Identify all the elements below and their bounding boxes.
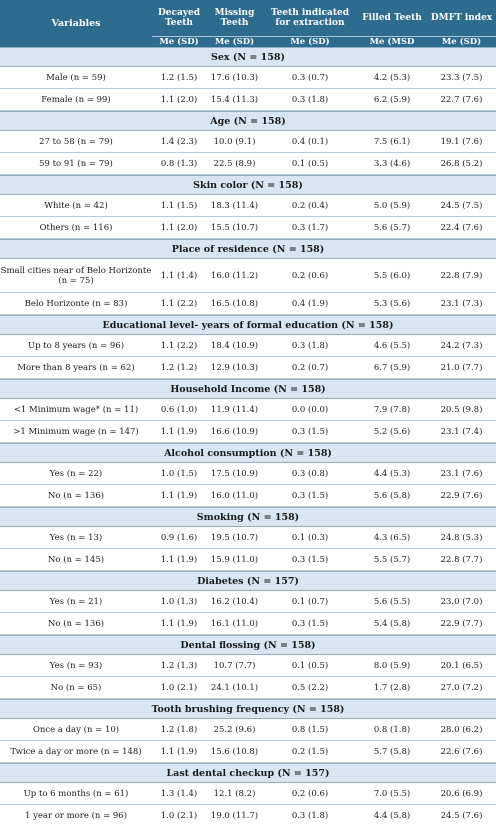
header-col-title: Teeth indicated for extraction <box>263 0 357 37</box>
cell-dmft: 20.1 (6.5) <box>440 660 483 671</box>
table-row <box>0 549 496 571</box>
cell-filled: 5.7 (5.8) <box>373 746 411 757</box>
cell-missing: 12.1 (8.2) <box>213 788 256 799</box>
header-col-title: Decayed Teeth <box>152 0 206 37</box>
cell-variable: Belo Horizonte (n = 83) <box>24 298 128 309</box>
cell-variable: Twice a day or more (n = 148) <box>10 746 142 757</box>
cell-variable: No (n = 136) <box>47 490 105 501</box>
cell-filled: 5.6 (5.7) <box>373 222 411 233</box>
cell-variable: No (n = 65) <box>50 682 102 693</box>
cell-decayed: 1.3 (1.4) <box>160 788 198 799</box>
table-row <box>0 783 496 805</box>
cell-filled: 7.0 (5.5) <box>373 788 411 799</box>
cell-decayed: 1.1 (1.9) <box>160 554 198 565</box>
cell-decayed: 1.0 (1.5) <box>160 468 198 479</box>
cell-dmft: 24.2 (7.3) <box>440 340 483 351</box>
cell-decayed: 1.2 (1.3) <box>160 660 198 671</box>
cell-extraction: 0.3 (1.8) <box>291 94 329 105</box>
cell-variable: Female (n = 99) <box>41 94 111 105</box>
cell-dmft: 24.8 (5.3) <box>440 532 483 543</box>
cell-filled: 4.6 (5.5) <box>373 340 411 351</box>
cell-missing: 16.1 (11.0) <box>210 618 259 629</box>
cell-variable: Male (n = 59) <box>46 72 106 83</box>
cell-missing: 15.4 (11.3) <box>210 94 259 105</box>
cell-missing: 16.6 (10.9) <box>210 426 259 437</box>
cell-dmft: 22.9 (7.6) <box>440 490 483 501</box>
cell-dmft: 22.7 (7.6) <box>440 94 483 105</box>
cell-decayed: 1.1 (2.0) <box>160 222 198 233</box>
cell-missing: 16.2 (10.4) <box>210 596 259 607</box>
cell-decayed: 1.0 (1.3) <box>160 596 198 607</box>
cell-variable: 27 to 58 (n = 79) <box>39 136 113 147</box>
section-header: Age (N = 158) <box>0 111 496 131</box>
section-header: Alcohol consumption (N = 158) <box>0 443 496 463</box>
cell-decayed: 0.8 (1.3) <box>160 158 198 169</box>
cell-dmft: 19.1 (7.6) <box>440 136 483 147</box>
cell-filled: 3.3 (4.6) <box>373 158 411 169</box>
cell-variable: 1 year or more (n = 96) <box>24 810 128 821</box>
cell-extraction: 0.3 (1.5) <box>291 490 329 501</box>
cell-extraction: 0.2 (1.5) <box>291 746 329 757</box>
table-row <box>0 259 496 293</box>
cell-decayed: 0.9 (1.6) <box>160 532 198 543</box>
table-row <box>0 131 496 153</box>
cell-decayed: 1.1 (1.4) <box>160 270 198 281</box>
cell-filled: 5.4 (5.8) <box>373 618 411 629</box>
cell-variable: >1 Minimum wage (n = 147) <box>13 426 139 437</box>
cell-filled: 0.8 (1.8) <box>373 724 411 735</box>
cell-filled: 5.6 (5.8) <box>373 490 411 501</box>
cell-missing: 18.3 (11.4) <box>210 200 259 211</box>
cell-extraction: 0.3 (1.5) <box>291 618 329 629</box>
table-row <box>0 677 496 699</box>
cell-decayed: 1.2 (1.8) <box>160 724 198 735</box>
cell-extraction: 0.1 (0.5) <box>291 660 329 671</box>
cell-variable: <1 Minimum wage* (n = 11) <box>13 404 139 415</box>
cell-decayed: 1.1 (1.9) <box>160 426 198 437</box>
table-row <box>0 335 496 357</box>
cell-filled: 1.7 (2.8) <box>373 682 411 693</box>
section-header: Household Income (N = 158) <box>0 379 496 399</box>
cell-dmft: 22.8 (7.7) <box>440 554 483 565</box>
cell-filled: 4.4 (5.8) <box>373 810 411 821</box>
table-row <box>0 217 496 239</box>
header-col-title: Filled Teeth <box>357 0 427 37</box>
header-col-decayed <box>152 0 206 47</box>
cell-extraction: 0.3 (1.8) <box>291 340 329 351</box>
cell-missing: 15.5 (10.7) <box>210 222 259 233</box>
cell-dmft: 23.3 (7.5) <box>440 72 483 83</box>
header-col-filled <box>357 0 427 47</box>
header-col-extraction <box>263 0 357 47</box>
cell-decayed: 1.1 (1.9) <box>160 490 198 501</box>
cell-extraction: 0.3 (1.5) <box>291 426 329 437</box>
cell-variable: White (n = 42) <box>44 200 108 211</box>
cell-variable: Others (n = 116) <box>39 222 113 233</box>
table-row <box>0 399 496 421</box>
cell-missing: 18.4 (10.9) <box>210 340 259 351</box>
cell-decayed: 0.6 (1.0) <box>160 404 198 415</box>
header-col-unit: Me (SD) <box>214 37 255 47</box>
cell-extraction: 0.1 (0.7) <box>291 596 329 607</box>
cell-extraction: 0.3 (0.7) <box>291 72 329 83</box>
cell-missing: 16.5 (10.8) <box>210 298 259 309</box>
cell-filled: 5.3 (5.6) <box>373 298 411 309</box>
cell-variable: No (n = 145) <box>47 554 105 565</box>
cell-extraction: 0.0 (0.0) <box>291 404 329 415</box>
section-header: Dental flossing (N = 158) <box>0 635 496 655</box>
cell-extraction: 0.3 (0.8) <box>291 468 329 479</box>
cell-decayed: 1.1 (1.9) <box>160 746 198 757</box>
section-header: Last dental checkup (N = 157) <box>0 763 496 783</box>
cell-extraction: 0.4 (1.9) <box>291 298 329 309</box>
cell-missing: 10.7 (7.7) <box>213 660 256 671</box>
header-col-unit: Me (SD) <box>441 37 482 47</box>
cell-dmft: 21.0 (7.7) <box>440 362 483 373</box>
table-body <box>0 47 496 826</box>
cell-extraction: 0.5 (2.2) <box>291 682 329 693</box>
cell-filled: 5.5 (6.0) <box>373 270 411 281</box>
cell-dmft: 22.9 (7.7) <box>440 618 483 629</box>
cell-filled: 6.7 (5.9) <box>373 362 411 373</box>
table-row <box>0 421 496 443</box>
cell-decayed: 1.1 (1.9) <box>160 618 198 629</box>
cell-decayed: 1.2 (1.2) <box>160 362 198 373</box>
header-variables: Variables <box>51 18 101 29</box>
cell-extraction: 0.8 (1.5) <box>291 724 329 735</box>
header-col-dmft <box>427 0 496 47</box>
cell-decayed: 1.1 (2.0) <box>160 94 198 105</box>
cell-extraction: 0.2 (0.7) <box>291 362 329 373</box>
cell-extraction: 0.1 (0.5) <box>291 158 329 169</box>
cell-missing: 15.9 (11.0) <box>210 554 259 565</box>
cell-missing: 24.1 (10.1) <box>210 682 259 693</box>
cell-filled: 4.3 (6.5) <box>373 532 411 543</box>
table-row <box>0 655 496 677</box>
header-col-missing <box>206 0 263 47</box>
cell-dmft: 20.5 (9.8) <box>440 404 483 415</box>
cell-dmft: 23.1 (7.4) <box>440 426 483 437</box>
cell-decayed: 1.4 (2.3) <box>160 136 198 147</box>
cell-dmft: 24.5 (7.6) <box>440 810 483 821</box>
cell-dmft: 22.8 (7.9) <box>440 270 483 281</box>
cell-dmft: 28.0 (6.2) <box>440 724 483 735</box>
cell-extraction: 0.2 (0.6) <box>291 270 329 281</box>
cell-dmft: 20.6 (6.9) <box>440 788 483 799</box>
cell-missing: 17.5 (10.9) <box>210 468 259 479</box>
table-row <box>0 195 496 217</box>
cell-dmft: 22.4 (7.6) <box>440 222 483 233</box>
table-header <box>0 0 496 47</box>
header-col-title: DMFT index <box>427 0 496 37</box>
table-row <box>0 463 496 485</box>
cell-missing: 16.0 (11.2) <box>210 270 259 281</box>
cell-filled: 7.9 (7.8) <box>373 404 411 415</box>
cell-missing: 11.9 (11.4) <box>210 404 259 415</box>
cell-dmft: 23.1 (7.3) <box>440 298 483 309</box>
table-row <box>0 67 496 89</box>
cell-filled: 4.4 (5.3) <box>373 468 411 479</box>
header-col-unit: Me (MSD <box>369 37 415 47</box>
cell-dmft: 26.8 (5.2) <box>440 158 483 169</box>
cell-extraction: 0.4 (0.1) <box>291 136 329 147</box>
cell-dmft: 24.5 (7.5) <box>440 200 483 211</box>
cell-filled: 5.5 (5.7) <box>373 554 411 565</box>
cell-extraction: 0.1 (0.3) <box>291 532 329 543</box>
cell-variable: 59 to 91 (n = 79) <box>39 158 113 169</box>
section-header: Smoking (N = 158) <box>0 507 496 527</box>
cell-missing: 22.5 (8.9) <box>213 158 256 169</box>
cell-missing: 12.9 (10.3) <box>210 362 259 373</box>
table-row <box>0 527 496 549</box>
cell-filled: 4.2 (5.3) <box>373 72 411 83</box>
cell-filled: 8.0 (5.9) <box>373 660 411 671</box>
cell-decayed: 1.1 (1.5) <box>160 200 198 211</box>
cell-decayed: 1.0 (2.1) <box>160 810 198 821</box>
table-row <box>0 153 496 175</box>
cell-variable: Yes (n = 13) <box>49 532 103 543</box>
table-row <box>0 293 496 315</box>
section-header: Sex (N = 158) <box>0 47 496 67</box>
cell-variable: Yes (n = 93) <box>49 660 103 671</box>
cell-variable: More than 8 years (n = 62) <box>17 362 135 373</box>
cell-dmft: 23.1 (7.6) <box>440 468 483 479</box>
cell-decayed: 1.1 (2.2) <box>160 340 198 351</box>
cell-filled: 5.2 (5.6) <box>373 426 411 437</box>
header-col-unit: Me (SD) <box>290 37 330 47</box>
cell-decayed: 1.0 (2.1) <box>160 682 198 693</box>
cell-missing: 25.2 (9.6) <box>213 724 256 735</box>
cell-variable: Up to 6 months (n = 61) <box>23 788 129 799</box>
section-header: Skin color (N = 158) <box>0 175 496 195</box>
table-row <box>0 805 496 826</box>
cell-filled: 6.2 (5.9) <box>373 94 411 105</box>
cell-decayed: 1.2 (1.5) <box>160 72 198 83</box>
section-header: Diabetes (N = 157) <box>0 571 496 591</box>
header-col-unit: Me (SD) <box>159 37 199 47</box>
cell-missing: 19.5 (10.7) <box>210 532 259 543</box>
cell-extraction: 0.3 (1.7) <box>291 222 329 233</box>
section-header: Tooth brushing frequency (N = 158) <box>0 699 496 719</box>
cell-variable: Small cities near of Belo Horizonte (n = 75) <box>0 265 152 286</box>
cell-dmft: 23.0 (7.0) <box>440 596 483 607</box>
cell-variable: Up to 8 years (n = 96) <box>27 340 125 351</box>
cell-filled: 5.6 (5.5) <box>373 596 411 607</box>
cell-missing: 17.6 (10.3) <box>210 72 259 83</box>
cell-decayed: 1.1 (2.2) <box>160 298 198 309</box>
cell-missing: 10.0 (9.1) <box>213 136 256 147</box>
cell-missing: 16.0 (11.0) <box>210 490 259 501</box>
cell-extraction: 0.3 (1.8) <box>291 810 329 821</box>
cell-variable: Yes (n = 22) <box>49 468 103 479</box>
section-header: Place of residence (N = 158) <box>0 239 496 259</box>
cell-variable: No (n = 136) <box>47 618 105 629</box>
cell-extraction: 0.2 (0.6) <box>291 788 329 799</box>
header-col-title: Missing Teeth <box>206 0 263 37</box>
table-row <box>0 591 496 613</box>
cell-filled: 5.0 (5.9) <box>373 200 411 211</box>
section-header: Educational level- years of formal education (N = 158) <box>0 315 496 335</box>
cell-missing: 15.6 (10.8) <box>210 746 259 757</box>
table-row <box>0 741 496 763</box>
table-row <box>0 613 496 635</box>
table-row <box>0 89 496 111</box>
cell-extraction: 0.3 (1.5) <box>291 554 329 565</box>
table-row <box>0 485 496 507</box>
cell-missing: 19.0 (11.7) <box>210 810 259 821</box>
cell-extraction: 0.2 (0.4) <box>291 200 329 211</box>
table-row <box>0 719 496 741</box>
table-row <box>0 357 496 379</box>
cell-dmft: 27.0 (7.2) <box>440 682 483 693</box>
cell-dmft: 22.6 (7.6) <box>440 746 483 757</box>
cell-variable: Yes (n = 21) <box>49 596 103 607</box>
cell-filled: 7.5 (6.1) <box>373 136 411 147</box>
cell-variable: Once a day (n = 10) <box>32 724 120 735</box>
